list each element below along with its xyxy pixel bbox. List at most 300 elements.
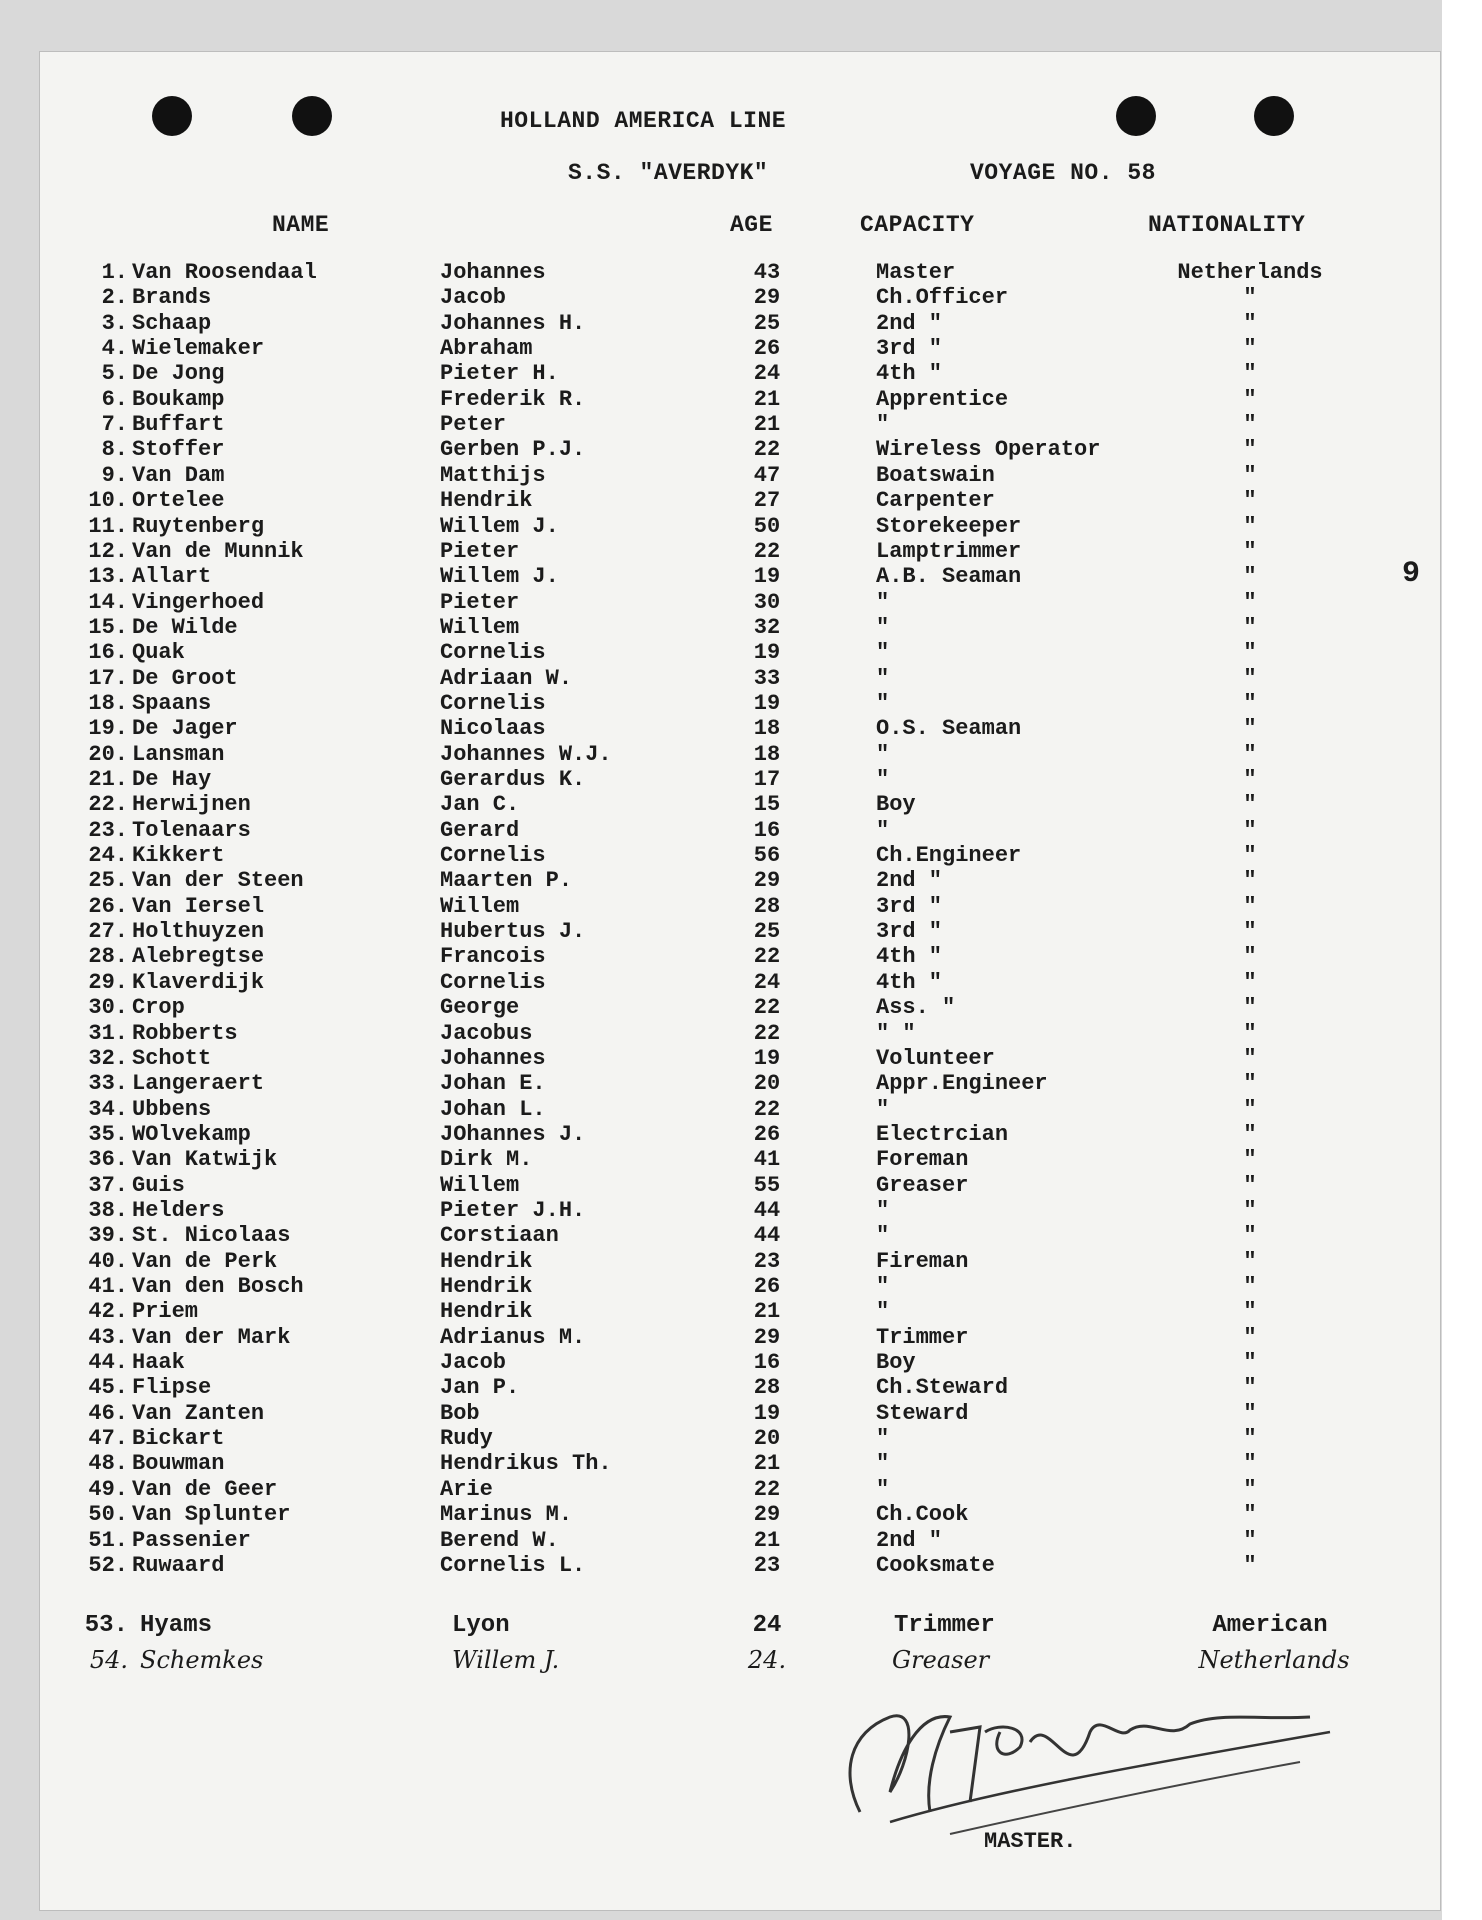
row-number: 35. [88,1121,128,1147]
crew-row [40,361,1440,386]
surname: Boukamp [132,386,225,412]
master-signature [830,1672,1350,1852]
capacity: Master [876,260,956,285]
age: 21 [753,386,781,412]
capacity: Lamptrimmer [876,538,1022,564]
surname: Schemkes [140,1646,264,1674]
surname: Robberts [132,1020,238,1046]
capacity: " [876,817,890,843]
age: 22 [753,1096,781,1122]
company-title: HOLLAND AMERICA LINE [500,108,787,134]
row-number: 2. [101,285,128,311]
row-number: 8. [101,437,128,463]
given-name: Willem J. [452,1646,560,1674]
given-name: Hendrik [440,1248,533,1274]
surname: Van Dam [132,462,225,488]
row-number: 16. [88,640,128,666]
crew-row [40,818,1440,843]
given-name: Adriaan W. [440,665,573,691]
nationality: " [1243,767,1257,792]
crew-row [40,1198,1440,1223]
nationality: " [1243,995,1257,1021]
capacity: Electrcian [876,1121,1009,1147]
age: 23 [753,1552,781,1578]
surname: Buffart [132,412,225,438]
crew-row [40,843,1440,868]
row-number: 20. [88,741,128,767]
row-number: 45. [88,1375,128,1401]
nationality: " [1243,640,1257,666]
nationality: " [1243,690,1257,716]
nationality: " [1243,412,1257,438]
nationality: " [1243,969,1257,995]
surname: Herwijnen [132,792,251,818]
age: 25 [753,919,781,945]
age: 41 [753,1147,781,1173]
given-name: Gerardus K. [440,767,586,792]
age: 22 [753,995,781,1021]
age: 21 [753,1451,781,1477]
surname: Tolenaars [132,817,251,843]
given-name: Cornelis [440,843,546,869]
age: 21 [753,412,781,438]
surname: De Jager [132,716,238,742]
given-name: Marinus M. [440,1502,573,1528]
row-number: 46. [88,1400,128,1426]
capacity: " [876,741,890,767]
surname: Schaap [132,310,212,336]
surname: Helders [132,1197,225,1223]
nationality: " [1243,336,1257,362]
nationality: " [1243,741,1257,767]
capacity: Wireless Operator [876,437,1101,463]
row-number: 41. [88,1274,128,1299]
surname: Allart [132,564,212,590]
given-name: Pieter [440,538,520,564]
row-number: 24. [88,843,128,869]
nationality: Netherlands [1198,1646,1350,1674]
age: 32 [753,614,781,640]
capacity: 2nd " [876,868,943,894]
surname: Van de Munnik [132,538,304,564]
column-header-capacity: CAPACITY [860,212,975,238]
capacity: Apprentice [876,386,1009,412]
age: 44 [753,1223,781,1249]
age: 22 [753,1020,781,1046]
surname: Lansman [132,741,225,767]
crew-row [40,1375,1440,1400]
capacity: Steward [876,1400,969,1426]
row-number: 19. [88,716,128,742]
nationality: " [1243,1324,1257,1350]
age: 44 [753,1197,781,1223]
capacity: " [876,767,890,792]
capacity: " [876,1451,890,1477]
crew-row [40,919,1440,944]
row-number: 13. [88,564,128,590]
row-number: 54. [89,1646,128,1674]
row-number: 31. [88,1020,128,1046]
given-name: Gerben P.J. [440,437,586,463]
crew-row [40,1097,1440,1122]
given-name: Adrianus M. [440,1324,586,1350]
surname: De Jong [132,361,225,387]
given-name: Jacob [440,1350,507,1376]
row-number: 49. [88,1476,128,1502]
row-number: 12. [88,538,128,564]
surname: De Hay [132,767,212,792]
row-number: 39. [88,1223,128,1249]
crew-row [40,463,1440,488]
given-name: Johannes W.J. [440,741,612,767]
age: 20 [753,1071,781,1097]
given-name: Pieter J.H. [440,1197,586,1223]
crew-row [40,1021,1440,1046]
crew-row [40,868,1440,893]
crew-row [40,1477,1440,1502]
capacity: " [876,665,890,691]
age: 29 [753,868,781,894]
crew-row [40,564,1440,589]
surname: Bickart [132,1426,225,1452]
capacity: " [876,1426,890,1452]
given-name: Peter [440,412,507,438]
given-name: Jan C. [440,792,520,818]
surname: Van Iersel [132,893,265,919]
row-number: 14. [88,589,128,615]
crew-row [40,539,1440,564]
nationality: " [1243,1299,1257,1325]
row-number: 47. [88,1426,128,1452]
surname: Kikkert [132,843,225,869]
row-number: 38. [88,1197,128,1223]
surname: WOlvekamp [132,1121,251,1147]
age: 19 [753,690,781,716]
surname: Stoffer [132,437,225,463]
age: 20 [753,1426,781,1452]
capacity: " " [876,1020,916,1046]
given-name: Arie [440,1476,493,1502]
crew-row [40,514,1440,539]
given-name: Abraham [440,336,533,362]
capacity: Ch.Steward [876,1375,1009,1401]
age: 24. [747,1646,787,1674]
nationality: " [1243,893,1257,919]
crew-row [40,1451,1440,1476]
capacity: " [876,614,890,640]
crew-row [40,1274,1440,1299]
crew-row [40,970,1440,995]
given-name: Johan L. [440,1096,546,1122]
row-number: 27. [88,919,128,945]
nationality: " [1243,1147,1257,1173]
capacity: Volunteer [876,1045,995,1071]
crew-row [40,716,1440,741]
surname: Ortelee [132,488,225,514]
crew-row [40,1350,1440,1375]
crew-row [40,1401,1440,1426]
nationality: " [1243,716,1257,742]
crew-row [40,944,1440,969]
capacity: O.S. Seaman [876,716,1022,742]
nationality: " [1243,1020,1257,1046]
crew-row-54-handwritten [40,1646,1440,1674]
punch-hole [152,96,192,136]
age: 18 [753,716,781,742]
capacity: 2nd " [876,1527,943,1553]
nationality: " [1243,1375,1257,1401]
given-name: Cornelis [440,690,546,716]
age: 15 [753,792,781,818]
surname: Spaans [132,690,212,716]
given-name: Hendrik [440,1274,533,1299]
given-name: Johannes H. [440,310,586,336]
crew-row [40,336,1440,361]
nationality: " [1243,1096,1257,1122]
age: 29 [753,1502,781,1528]
crew-row [40,1426,1440,1451]
age: 25 [753,310,781,336]
capacity: Appr.Engineer [876,1071,1048,1097]
row-number: 23. [88,817,128,843]
nationality: " [1243,1071,1257,1097]
row-number: 15. [88,614,128,640]
nationality: " [1243,513,1257,539]
surname: Priem [132,1299,199,1325]
given-name: Jacob [440,285,507,311]
given-name: Cornelis [440,969,546,995]
capacity: 3rd " [876,919,943,945]
crew-row [40,437,1440,462]
nationality: " [1243,843,1257,869]
age: 18 [753,741,781,767]
row-number: 51. [88,1527,128,1553]
given-name: Johannes [440,260,546,285]
given-name: Nicolaas [440,716,546,742]
row-number: 22. [88,792,128,818]
nationality: " [1243,944,1257,970]
given-name: Johan E. [440,1071,546,1097]
row-number: 43. [88,1324,128,1350]
age: 24 [753,361,781,387]
crew-row [40,1147,1440,1172]
row-number: 44. [88,1350,128,1376]
age: 50 [753,513,781,539]
given-name: Corstiaan [440,1223,559,1249]
nationality: " [1243,792,1257,818]
crew-row [40,285,1440,310]
nationality: " [1243,817,1257,843]
nationality: " [1243,1476,1257,1502]
age: 22 [753,1476,781,1502]
crew-row [40,260,1440,285]
capacity: " [876,1274,890,1299]
given-name: Cornelis L. [440,1552,586,1578]
given-name: Willem J. [440,513,559,539]
capacity: Ch.Officer [876,285,1009,311]
surname: Van de Geer [132,1476,278,1502]
given-name: Willem J. [440,564,559,590]
row-number: 3. [101,310,128,336]
crew-row [40,1173,1440,1198]
given-name: Berend W. [440,1527,559,1553]
crew-row [40,590,1440,615]
surname: Hyams [140,1612,213,1639]
capacity: Boatswain [876,462,995,488]
age: 16 [753,817,781,843]
surname: Alebregtse [132,944,265,970]
row-number: 40. [88,1248,128,1274]
crew-row [40,1502,1440,1527]
given-name: Dirk M. [440,1147,533,1173]
age: 29 [753,285,781,311]
crew-row [40,1553,1440,1578]
age: 21 [753,1299,781,1325]
nationality: " [1243,361,1257,387]
capacity: Storekeeper [876,513,1022,539]
row-number: 11. [88,513,128,539]
surname: Van Splunter [132,1502,291,1528]
capacity: Greaser [892,1646,990,1674]
nationality: Netherlands [1177,260,1323,285]
capacity: Fireman [876,1248,969,1274]
surname: Holthuyzen [132,919,265,945]
capacity: Carpenter [876,488,995,514]
row-number: 6. [101,386,128,412]
crew-list-page [40,52,1440,1910]
surname: Haak [132,1350,185,1376]
given-name: Francois [440,944,546,970]
age: 55 [753,1172,781,1198]
surname: Bouwman [132,1451,225,1477]
age: 19 [753,564,781,590]
master-label: MASTER. [984,1829,1077,1854]
age: 47 [753,462,781,488]
row-number: 33. [88,1071,128,1097]
capacity: " [876,640,890,666]
punch-hole [292,96,332,136]
nationality: " [1243,1223,1257,1249]
column-header-nationality: NATIONALITY [1148,212,1306,238]
capacity: Foreman [876,1147,969,1173]
given-name: Jacobus [440,1020,533,1046]
capacity: Cooksmate [876,1552,995,1578]
age: 43 [753,260,781,285]
capacity: Boy [876,1350,916,1376]
surname: Schott [132,1045,212,1071]
capacity: 4th " [876,944,943,970]
age: 24 [752,1612,782,1639]
capacity: 3rd " [876,893,943,919]
row-number: 21. [88,767,128,792]
row-number: 52. [88,1552,128,1578]
nationality: " [1243,564,1257,590]
nationality: " [1243,1552,1257,1578]
age: 22 [753,437,781,463]
capacity: Boy [876,792,916,818]
nationality: " [1243,665,1257,691]
row-number: 28. [88,944,128,970]
crew-row [40,311,1440,336]
nationality: " [1243,1045,1257,1071]
given-name: Frederik R. [440,386,586,412]
crew-row [40,1046,1440,1071]
scan-edge [1442,0,1482,1920]
punch-hole [1116,96,1156,136]
surname: Flipse [132,1375,212,1401]
row-number: 53. [84,1612,128,1639]
age: 24 [753,969,781,995]
age: 17 [753,767,781,792]
nationality: " [1243,1350,1257,1376]
capacity: " [876,690,890,716]
capacity: Trimmer [876,1324,969,1350]
capacity: 4th " [876,969,943,995]
crew-row [40,640,1440,665]
age: 21 [753,1527,781,1553]
given-name: George [440,995,520,1021]
nationality: " [1243,386,1257,412]
margin-mark: 9 [1402,557,1421,591]
row-number: 18. [88,690,128,716]
row-number: 7. [101,412,128,438]
capacity: Greaser [876,1172,969,1198]
row-number: 1. [101,260,128,285]
nationality: " [1243,462,1257,488]
row-number: 32. [88,1045,128,1071]
surname: St. Nicolaas [132,1223,291,1249]
age: 27 [753,488,781,514]
row-number: 26. [88,893,128,919]
age: 56 [753,843,781,869]
nationality: " [1243,285,1257,311]
given-name: JOhannes J. [440,1121,586,1147]
age: 26 [753,1121,781,1147]
crew-row [40,666,1440,691]
surname: Vingerhoed [132,589,265,615]
crew-row [40,691,1440,716]
crew-row [40,1528,1440,1553]
row-number: 10. [88,488,128,514]
capacity: A.B. Seaman [876,564,1022,590]
crew-row [40,742,1440,767]
given-name: Cornelis [440,640,546,666]
surname: Guis [132,1172,185,1198]
nationality: " [1243,1527,1257,1553]
age: 28 [753,1375,781,1401]
crew-row [40,1299,1440,1324]
surname: Ubbens [132,1096,212,1122]
surname: Ruytenberg [132,513,265,539]
surname: Quak [132,640,185,666]
given-name: Maarten P. [440,868,573,894]
nationality: " [1243,1197,1257,1223]
given-name: Pieter [440,589,520,615]
surname: Passenier [132,1527,251,1553]
age: 19 [753,640,781,666]
row-number: 4. [101,336,128,362]
nationality: " [1243,437,1257,463]
surname: Van Roosendaal [132,260,317,285]
given-name: Bob [440,1400,480,1426]
capacity: Ch.Cook [876,1502,969,1528]
row-number: 34. [88,1096,128,1122]
surname: Van Zanten [132,1400,265,1426]
capacity: " [876,1197,890,1223]
age: 33 [753,665,781,691]
column-header-age: AGE [730,212,773,238]
age: 19 [753,1045,781,1071]
